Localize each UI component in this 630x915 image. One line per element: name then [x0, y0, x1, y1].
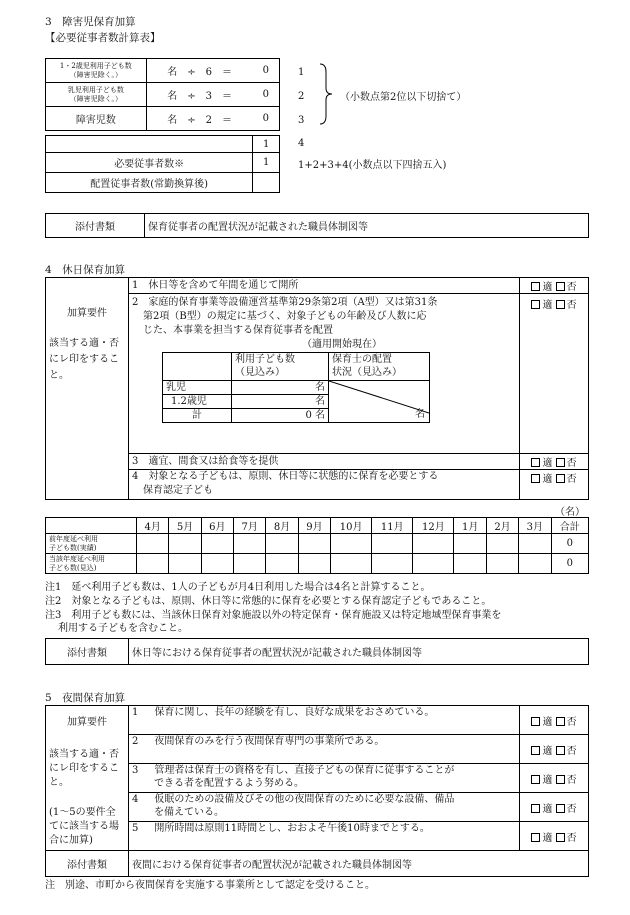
prev-year-cell[interactable] [298, 534, 330, 554]
night-req-5-check[interactable]: 適 否 [520, 822, 589, 851]
calc-table-title: 【必要従事者数計算表】 [45, 32, 161, 44]
curr-year-cell[interactable] [169, 554, 201, 574]
curr-year-cell[interactable] [331, 554, 372, 574]
checkbox-icon[interactable] [531, 833, 540, 842]
required-staff-summary-table [45, 135, 280, 193]
night-req-4-check[interactable]: 適 否 [520, 793, 589, 822]
prev-year-cell[interactable] [486, 534, 518, 554]
assigned-value [253, 173, 280, 193]
holiday-note-1: 注1 延べ利用子ども数は、1人の子どもが月4日利用した場合は4名と計算すること。 [45, 582, 431, 593]
row3-label: 障害児数 [46, 107, 147, 131]
month-header-row [46, 518, 589, 534]
curr-year-cell[interactable] [413, 554, 454, 574]
month-header: 合計 [551, 518, 588, 534]
month-header: 10月 [331, 518, 372, 534]
s4-attach-label: 添付書類 [46, 639, 129, 665]
night-requirements-table [45, 705, 589, 877]
prev-year-cell[interactable] [331, 534, 372, 554]
inner-staff-diagonal: 名 [329, 381, 430, 423]
month-header: 7月 [234, 518, 266, 534]
month-header: 2月 [486, 518, 518, 534]
checkbox-icon[interactable] [531, 775, 540, 784]
night-req-2-check[interactable]: 適 否 [520, 735, 589, 764]
row3-formula: 名 ÷ 2 ＝ [146, 107, 252, 131]
holiday-req3-check[interactable]: 適 否 [520, 454, 589, 470]
holiday-req1-check[interactable]: 適 否 [520, 278, 589, 294]
holiday-req1: 1 休日等を含めて年間を通じて開所 [129, 278, 520, 294]
holiday-req4: 4 対象となる子どもは、原則、休日等に状態的に保育を必要とする 保育認定子ども [129, 470, 520, 500]
curr-year-cell[interactable] [372, 554, 413, 574]
night-req-1: 1 保育に関し、長年の経験を有し、良好な成果をおさめている。 [129, 706, 520, 735]
prev-year-total: 0 [551, 534, 588, 554]
row1-formula: 名 ÷ 6 ＝ [146, 59, 252, 83]
curr-year-total: 0 [551, 554, 588, 574]
inner-row-infant: 乳児 [163, 381, 232, 395]
row4-value: 1 [253, 136, 280, 153]
holiday-req2-check[interactable]: 適 否 [520, 294, 589, 454]
checkbox-icon[interactable] [556, 474, 565, 483]
prev-year-cell[interactable] [137, 534, 169, 554]
curr-year-cell[interactable] [234, 554, 266, 574]
curr-year-cell[interactable] [486, 554, 518, 574]
holiday-left-label-2: 該当する適・否にレ印をすること。 [49, 338, 119, 381]
holiday-req2: 2 家庭的保育事業等設備運営基準第29条第2項（A型）又は第31条 第2項（B型）の規定に基づく、対象子どもの年齢及び人数に応 じた、本事業を担当する保育従事者を配置 （適用開始現在） 利用子ども数 （見込み） 保育士の配置 状況（見込み） 乳児 名 名 1.2歳児 名 計 0 名 [129, 294, 520, 454]
holiday-left-label-1: 加算要件 [67, 308, 107, 319]
s3-attachment-table [45, 213, 589, 238]
checkbox-icon[interactable] [531, 458, 540, 467]
night-req-5: 5 開所時間は原則11時間とし、おおよそ午後10時までとする。 [129, 822, 520, 851]
month-header: 6月 [201, 518, 233, 534]
month-header: 8月 [266, 518, 298, 534]
right-brace-icon [318, 62, 334, 126]
month-header: 11月 [372, 518, 413, 534]
prev-year-cell[interactable] [372, 534, 413, 554]
section5-heading: 5 夜間保育加算 [45, 692, 126, 704]
required-staff-calc-table [45, 58, 280, 131]
checkbox-icon[interactable] [556, 746, 565, 755]
curr-year-cell[interactable] [454, 554, 486, 574]
checkbox-icon[interactable] [556, 282, 565, 291]
required-label: 必要従事者数※ [46, 153, 253, 173]
curr-year-cell[interactable] [519, 554, 551, 574]
night-req-1-check[interactable]: 適 否 [520, 706, 589, 735]
night-req-3-check[interactable]: 適 否 [520, 764, 589, 793]
prev-year-cell[interactable] [234, 534, 266, 554]
month-header: 12月 [413, 518, 454, 534]
inner-row-toddler: 1.2歳児 [163, 395, 232, 409]
curr-year-row [46, 554, 589, 574]
row2-value: 0 [253, 83, 280, 107]
prev-year-cell[interactable] [413, 534, 454, 554]
inner-row-total: 計 [163, 409, 232, 423]
row3-value: 0 [253, 107, 280, 131]
s4-attachment-table [45, 638, 589, 665]
required-formula-note: 1+2+3+4(小数点以下四捨五入) [298, 160, 447, 171]
checkbox-icon[interactable] [556, 458, 565, 467]
section3-heading: 3 障害児保育加算 [45, 16, 136, 28]
required-value: 1 [253, 153, 280, 173]
night-note: 注 別途、市町から夜間保育を実施する事業所として認定を受けること。 [45, 880, 375, 891]
row2-formula: 名 ÷ 3 ＝ [146, 83, 252, 107]
idx-3: 3 [298, 115, 305, 126]
s4-attach-text: 休日等における保育従事者の配置状況が記載された職員体制図等 [129, 639, 589, 665]
prev-year-cell[interactable] [201, 534, 233, 554]
prev-year-cell[interactable] [266, 534, 298, 554]
inner-head-children: 利用子ども数 （見込み） [232, 353, 329, 381]
month-header: 9月 [298, 518, 330, 534]
curr-year-label: 当該年度延べ利用 子ども数(見込) [46, 554, 137, 574]
idx-2: 2 [298, 91, 305, 102]
idx-4: 4 [298, 138, 305, 149]
prev-year-cell[interactable] [454, 534, 486, 554]
section4-heading: 4 休日保育加算 [45, 264, 126, 276]
s3-attach-text: 保育従事者の配置状況が記載された職員体制図等 [145, 214, 589, 238]
month-header: 3月 [519, 518, 551, 534]
month-header: 1月 [454, 518, 486, 534]
prev-year-row [46, 534, 589, 554]
holiday-left-label [46, 278, 129, 500]
checkbox-icon[interactable] [531, 282, 540, 291]
night-req-4: 4 仮眠のための設備及びその他の夜間保育のために必要な設備、備品 を備えている。 [129, 793, 520, 822]
month-header: 5月 [169, 518, 201, 534]
checkbox-icon[interactable] [556, 833, 565, 842]
checkbox-icon[interactable] [531, 300, 540, 309]
assigned-label: 配置従事者数(常勤換算後) [46, 173, 253, 193]
night-left-label: 加算要件 該当する適・否にレ印をすること。 (1～5の要件全てに該当する場合に加算) [46, 706, 129, 851]
checkbox-icon[interactable] [556, 804, 565, 813]
curr-year-cell[interactable] [137, 554, 169, 574]
holiday-req3: 3 適宜、間食又は給食等を提供 [129, 454, 520, 470]
s5-attach-text: 夜間における保育従事者の配置状況が記載された職員体制図等 [129, 851, 589, 877]
monthly-children-table [45, 517, 589, 574]
row2-label: 乳児利用子ども数 （障害児除く。） [46, 83, 147, 107]
holiday-note-3-cont: 利用する子どもを含むこと。 [58, 623, 188, 634]
checkbox-icon[interactable] [556, 775, 565, 784]
night-req-3: 3 管理者は保育士の資格を有し、直接子どもの保育に従事することが できる者を配置するよう努める。 [129, 764, 520, 793]
month-header: 4月 [137, 518, 169, 534]
prev-year-label: 前年度延べ利用 子ども数(実績) [46, 534, 137, 554]
s5-attach-label: 添付書類 [46, 851, 129, 877]
curr-year-cell[interactable] [266, 554, 298, 574]
holiday-staff-inner-table: 利用子ども数 （見込み） 保育士の配置 状況（見込み） 乳児 名 名 1.2歳児 名 計 0 名 [162, 352, 430, 423]
night-req-2: 2 夜間保育のみを行う夜間保育専門の事業所である。 [129, 735, 520, 764]
holiday-requirements-table [45, 277, 589, 500]
curr-year-cell[interactable] [201, 554, 233, 574]
row4-empty [46, 136, 253, 153]
brace-note: （小数点第2位以下切捨て） [340, 92, 467, 103]
unit-label: （名） [555, 507, 585, 518]
s3-attach-label: 添付書類 [46, 214, 145, 238]
holiday-note-3: 注3 利用子ども数には、当該休日保育対象施設以外の特定保育・保育施設又は特定地域型保育事業を [45, 610, 502, 621]
checkbox-icon[interactable] [556, 717, 565, 726]
inner-head-staff: 保育士の配置 状況（見込み） [329, 353, 430, 381]
night-req-row [46, 706, 589, 735]
idx-1: 1 [298, 67, 305, 78]
checkbox-icon[interactable] [531, 746, 540, 755]
row1-value: 0 [253, 59, 280, 83]
row1-label: 1・2歳児利用子ども数 （障害児除く。） [46, 59, 147, 83]
curr-year-cell[interactable] [298, 554, 330, 574]
checkbox-icon[interactable] [531, 474, 540, 483]
holiday-req4-check[interactable]: 適 否 [520, 470, 589, 500]
prev-year-cell[interactable] [519, 534, 551, 554]
checkbox-icon[interactable] [531, 717, 540, 726]
prev-year-cell[interactable] [169, 534, 201, 554]
checkbox-icon[interactable] [556, 300, 565, 309]
checkbox-icon[interactable] [531, 804, 540, 813]
holiday-note-2: 注2 対象となる子どもは、原則、休日等に常態的に保育を必要とする保育認定子どもであること。 [45, 596, 492, 607]
